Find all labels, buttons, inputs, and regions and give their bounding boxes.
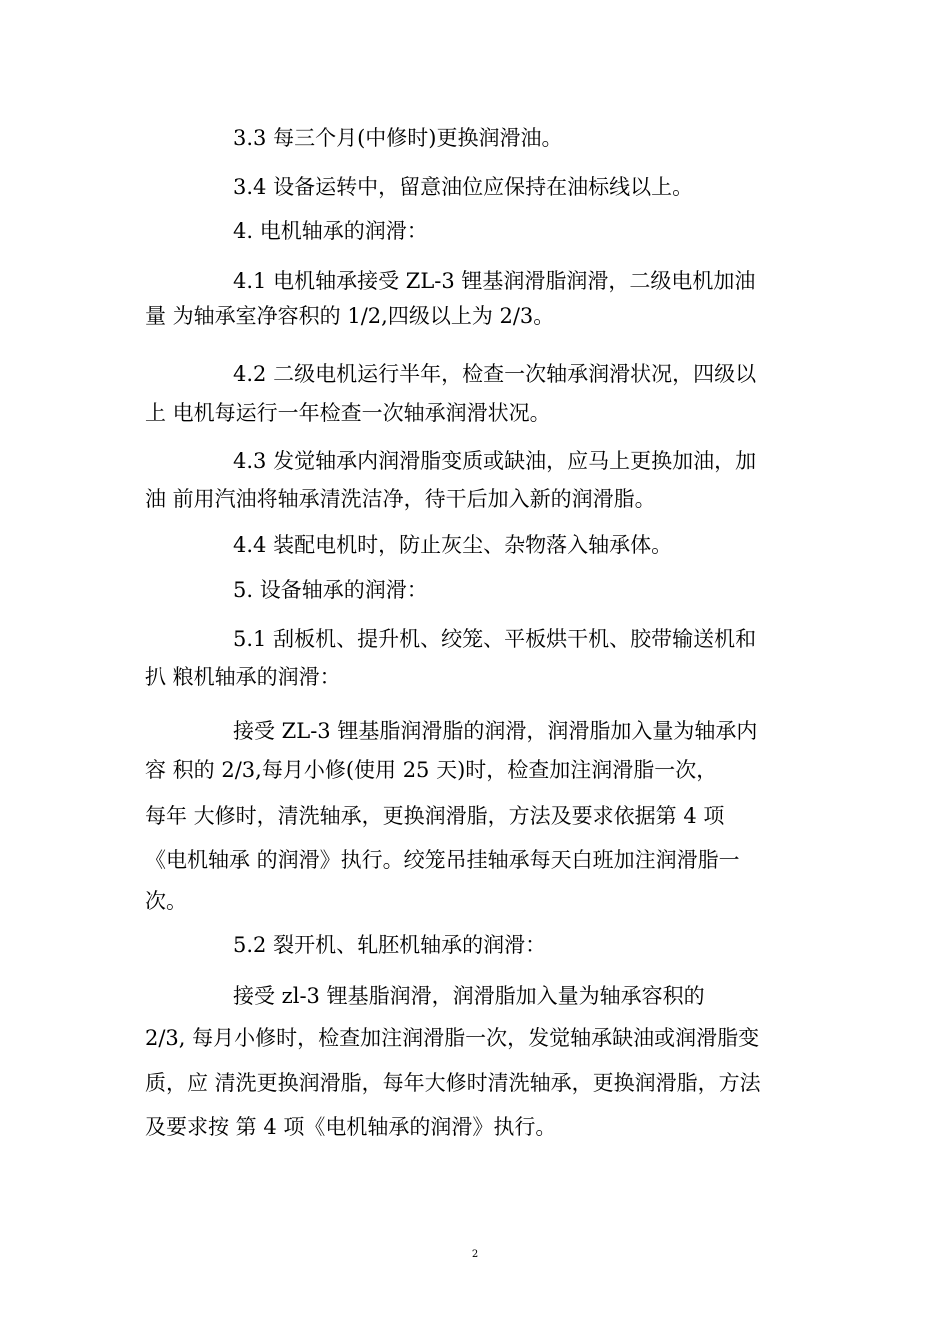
paragraph-4-3-line-2: 油 前用汽油将轴承清洗洁净，待干后加入新的润滑脂。 <box>145 487 656 511</box>
paragraph-4-1-line-2: 量 为轴承室净容积的 1/2,四级以上为 2/3。 <box>145 304 555 328</box>
paragraph-3-4: 3.4 设备运转中，留意油位应保持在油标线以上。 <box>233 175 694 199</box>
paragraph-5-1-line-1: 5.1 刮板机、提升机、绞笼、平板烘干机、胶带输送机和 <box>233 627 757 651</box>
paragraph-5-1-body-line-1: 接受 ZL-3 锂基脂润滑脂的润滑，润滑脂加入量为轴承内 <box>233 719 758 743</box>
paragraph-3-3: 3.3 每三个月(中修时)更换润滑油。 <box>233 126 563 150</box>
paragraph-5-1-line-2: 扒 粮机轴承的润滑： <box>145 665 341 689</box>
paragraph-4-3-line-1: 4.3 发觉轴承内润滑脂变质或缺油，应马上更换加油，加 <box>233 449 757 473</box>
page-number: 2 <box>471 1249 479 1260</box>
paragraph-5-2-body-line-3: 质，应 清洗更换润滑脂，每年大修时清洗轴承，更换润滑脂，方法 <box>145 1071 761 1095</box>
paragraph-4-1-line-1: 4.1 电机轴承接受 ZL-3 锂基润滑脂润滑，二级电机加油 <box>233 269 756 293</box>
paragraph-5-1-body-line-5: 次。 <box>145 889 187 913</box>
paragraph-5-2-body-line-4: 及要求按 第 4 项《电机轴承的润滑》执行。 <box>145 1115 557 1139</box>
paragraph-4-4: 4.4 装配电机时，防止灰尘、杂物落入轴承体。 <box>233 533 673 557</box>
paragraph-5-1-body-line-4: 《电机轴承 的润滑》执行。绞笼吊挂轴承每天白班加注润滑脂一 <box>145 848 740 872</box>
paragraph-5-1-body-line-3: 每年 大修时，清洗轴承，更换润滑脂，方法及要求依据第 4 项 <box>145 804 725 828</box>
section-heading-4: 4. 电机轴承的润滑： <box>233 219 428 243</box>
paragraph-5-2-body-line-1: 接受 zl-3 锂基脂润滑，润滑脂加入量为轴承容积的 <box>233 984 705 1008</box>
paragraph-4-2-line-2: 上 电机每运行一年检查一次轴承润滑状况。 <box>145 401 551 425</box>
section-heading-5: 5. 设备轴承的润滑： <box>233 578 428 602</box>
paragraph-5-1-body-line-2: 容 积的 2/3,每月小修(使用 25 天)时，检查加注润滑脂一次， <box>145 758 718 782</box>
paragraph-4-2-line-1: 4.2 二级电机运行半年，检查一次轴承润滑状况，四级以 <box>233 362 757 386</box>
paragraph-5-2-body-line-2: 2/3, 每月小修时，检查加注润滑脂一次，发觉轴承缺油或润滑脂变 <box>145 1026 760 1050</box>
paragraph-5-2: 5.2 裂开机、轧胚机轴承的润滑： <box>233 933 547 957</box>
